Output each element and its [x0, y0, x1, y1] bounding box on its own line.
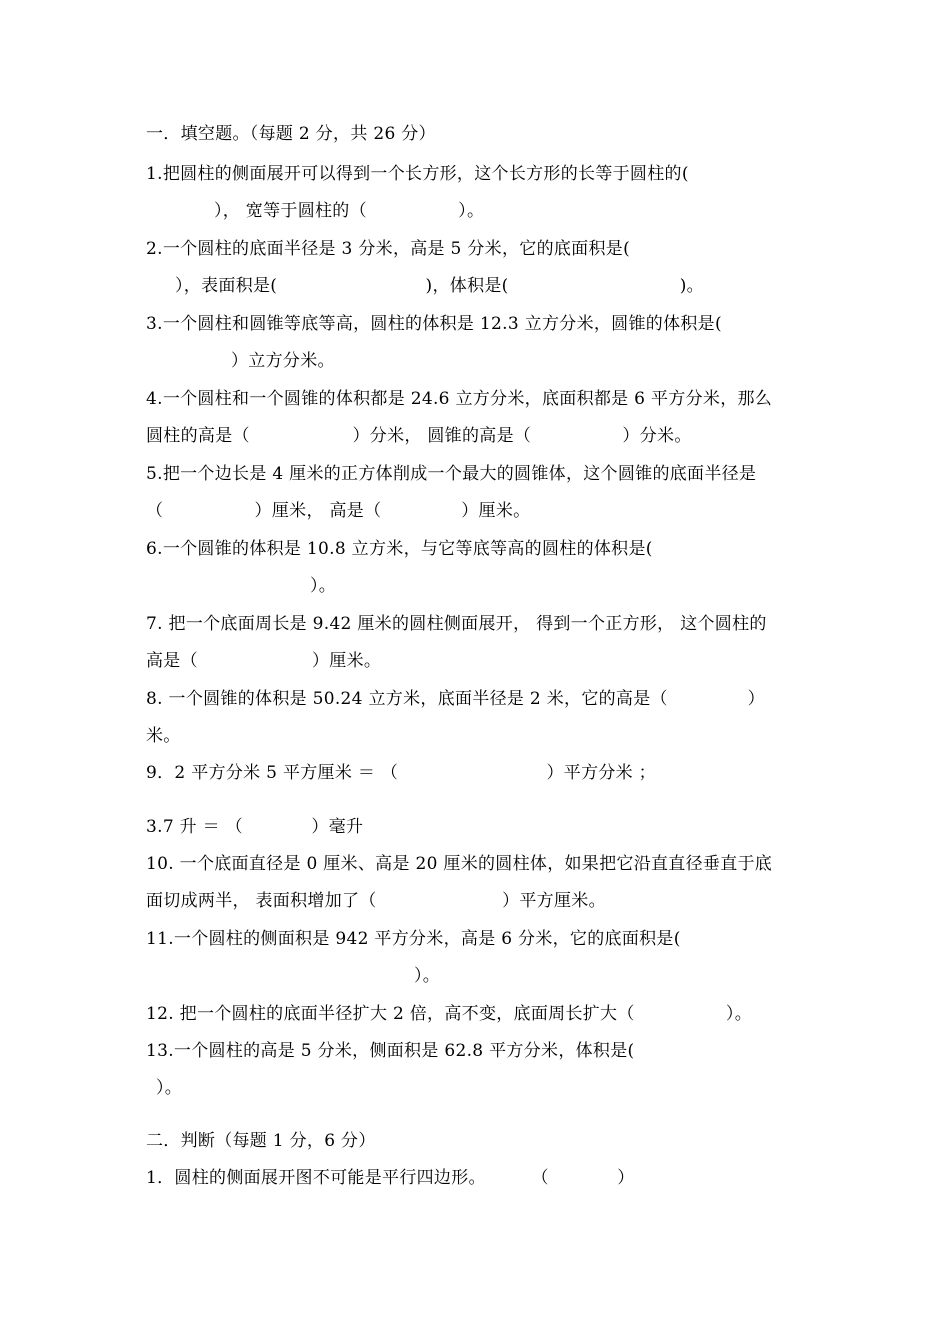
question-line: ）， 宽等于圆柱的（ ）。: [214, 201, 485, 221]
question-line: 5.把一个边长是 4 厘米的正方体削成一个最大的圆锥体，这个圆锥的底面半径是: [146, 464, 757, 484]
question-line: ），表面积是( )，体积是( )。: [175, 276, 704, 296]
judgement-line: 1．圆柱的侧面展开图不可能是平行四边形。 （ ）: [146, 1168, 635, 1188]
question-line: 10. 一个底面直径是 0 厘米、高是 20 厘米的圆柱体，如果把它沿直直径垂直于底: [146, 854, 773, 874]
question-line: 3.7 升 ＝ （ ）毫升: [146, 817, 364, 837]
question-line: 米。: [146, 726, 181, 746]
question-line: （ ）厘米， 高是（ ）厘米。: [146, 501, 531, 521]
question-line: 2.一个圆柱的底面半径是 3 分米，高是 5 分米，它的底面积是(: [146, 239, 630, 259]
section-2-title: 二．判断（每题 1 分，6 分）: [146, 1131, 376, 1151]
question-line: 9．2 平方分米 5 平方厘米 ＝ （ ）平方分米 ；: [146, 763, 656, 783]
question-line: 12. 把一个圆柱的底面半径扩大 2 倍，高不变，底面周长扩大（ ）。: [146, 1004, 753, 1024]
question-line: 高是（ ）厘米。: [146, 651, 382, 671]
question-line: ）。: [310, 576, 337, 596]
question-line: 4.一个圆柱和一个圆锥的体积都是 24.6 立方分米，底面积都是 6 平方分米，那么: [146, 389, 773, 409]
question-line: ）。: [156, 1078, 183, 1098]
question-line: 1.把圆柱的侧面展开可以得到一个长方形，这个长方形的长等于圆柱的(: [146, 164, 689, 184]
question-line: ）立方分米。: [231, 351, 335, 371]
question-line: 面切成两半， 表面积增加了（ ）平方厘米。: [146, 891, 606, 911]
question-line: 圆柱的高是（ ）分米， 圆锥的高是（ ）分米。: [146, 426, 692, 446]
question-line: 13.一个圆柱的高是 5 分米，侧面积是 62.8 平方分米，体积是(: [146, 1041, 635, 1061]
question-line: 11.一个圆柱的侧面积是 942 平方分米，高是 6 分米，它的底面积是(: [146, 929, 681, 949]
section-1-title: 一．填空题。（每题 2 分，共 26 分）: [146, 124, 436, 144]
question-line: 7. 把一个底面周长是 9.42 厘米的圆柱侧面展开， 得到一个正方形， 这个圆柱的: [146, 614, 767, 634]
question-line: 3.一个圆柱和圆锥等底等高，圆柱的体积是 12.3 立方分米，圆锥的体积是(: [146, 314, 722, 334]
question-line: 8. 一个圆锥的体积是 50.24 立方米，底面半径是 2 米，它的高是（ ）: [146, 689, 765, 709]
question-line: 6.一个圆锥的体积是 10.8 立方米，与它等底等高的圆柱的体积是(: [146, 539, 653, 559]
question-line: ）。: [414, 966, 441, 986]
